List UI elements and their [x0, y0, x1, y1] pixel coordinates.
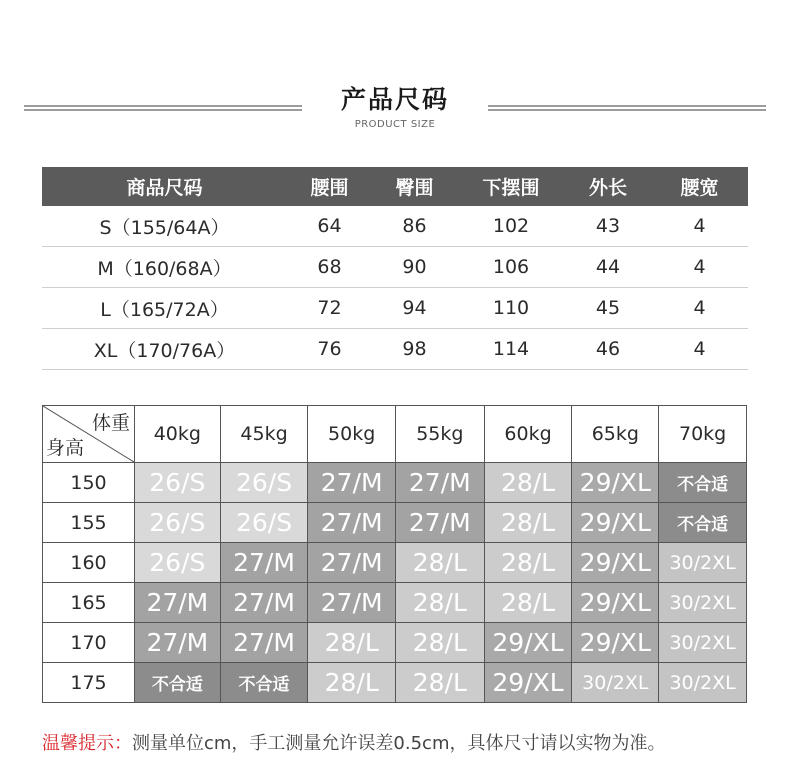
page-title: 产品尺码 [340, 85, 449, 114]
cell-hip: 86 [372, 206, 457, 247]
grid-cell: 27/M [135, 583, 221, 623]
cell-length: 46 [565, 329, 651, 370]
grid-cell: 26/S [135, 463, 221, 503]
height-header: 170 [43, 623, 135, 663]
cell-waistband: 4 [651, 288, 748, 329]
grid-cell: 29/XL [572, 503, 659, 543]
grid-cell: 28/L [484, 583, 572, 623]
grid-cell: 28/L [396, 623, 485, 663]
table-row [42, 329, 748, 370]
size-table [42, 167, 748, 370]
cell-size: XL（170/76A） [42, 329, 287, 370]
cell-waistband: 4 [651, 247, 748, 288]
corner-weight-label: 体重 [91, 412, 130, 434]
grid-cell: 28/L [484, 543, 572, 583]
grid-cell: 30/2XL [659, 623, 747, 663]
grid-row [43, 543, 747, 583]
header-waist: 腰围 [287, 167, 372, 206]
grid-corner [43, 406, 135, 463]
grid-cell: 不合适 [135, 663, 221, 703]
cell-length: 44 [565, 247, 651, 288]
grid-cell: 26/S [220, 463, 308, 503]
tip-text: 测量单位cm，手工测量允许误差0.5cm，具体尺寸请以实物为准。 [132, 733, 666, 754]
grid-cell: 27/M [135, 623, 221, 663]
grid-cell: 30/2XL [572, 663, 659, 703]
corner-height-label: 身高 [46, 437, 85, 459]
fit-grid [42, 405, 747, 703]
height-header: 175 [43, 663, 135, 703]
grid-cell: 27/M [308, 503, 396, 543]
grid-cell: 30/2XL [659, 543, 747, 583]
grid-cell: 28/L [484, 503, 572, 543]
grid-row [43, 623, 747, 663]
cell-waistband: 4 [651, 206, 748, 247]
grid-cell: 27/M [220, 583, 308, 623]
grid-cell: 27/M [220, 543, 308, 583]
weight-header: 45kg [220, 406, 308, 463]
grid-cell: 27/M [308, 583, 396, 623]
grid-cell: 28/L [396, 543, 485, 583]
size-table-header-row [42, 167, 748, 206]
cell-waist: 76 [287, 329, 372, 370]
grid-header-row [43, 406, 747, 463]
cell-hip: 94 [372, 288, 457, 329]
cell-length: 43 [565, 206, 651, 247]
cell-size: L（165/72A） [42, 288, 287, 329]
grid-row [43, 583, 747, 623]
cell-waist: 68 [287, 247, 372, 288]
cell-hem: 110 [457, 288, 565, 329]
grid-cell: 不合适 [659, 463, 747, 503]
header-size: 商品尺码 [42, 167, 287, 206]
grid-cell: 27/M [308, 543, 396, 583]
header-hip: 臀围 [372, 167, 457, 206]
grid-cell: 27/M [396, 503, 485, 543]
cell-hip: 98 [372, 329, 457, 370]
grid-cell: 29/XL [572, 623, 659, 663]
grid-cell: 28/L [308, 663, 396, 703]
weight-header: 70kg [659, 406, 747, 463]
cell-hem: 114 [457, 329, 565, 370]
weight-header: 60kg [484, 406, 572, 463]
grid-cell: 不合适 [220, 663, 308, 703]
cell-size: M（160/68A） [42, 247, 287, 288]
page-subtitle: PRODUCT SIZE [354, 119, 436, 130]
weight-header: 65kg [572, 406, 659, 463]
cell-hem: 106 [457, 247, 565, 288]
grid-cell: 29/XL [484, 663, 572, 703]
grid-cell: 27/M [396, 463, 485, 503]
table-row [42, 247, 748, 288]
weight-header: 40kg [135, 406, 221, 463]
tip-label: 温馨提示： [42, 733, 132, 754]
grid-cell: 27/M [308, 463, 396, 503]
grid-cell: 28/L [308, 623, 396, 663]
table-row [42, 206, 748, 247]
weight-header: 50kg [308, 406, 396, 463]
height-header: 160 [43, 543, 135, 583]
cell-size: S（155/64A） [42, 206, 287, 247]
grid-row [43, 663, 747, 703]
grid-row [43, 503, 747, 543]
grid-cell: 29/XL [572, 543, 659, 583]
tip-note [42, 729, 666, 755]
grid-cell: 26/S [135, 543, 221, 583]
grid-cell: 28/L [484, 463, 572, 503]
cell-hip: 90 [372, 247, 457, 288]
header-hem: 下摆围 [457, 167, 565, 206]
height-header: 165 [43, 583, 135, 623]
grid-cell: 28/L [396, 663, 485, 703]
grid-cell: 28/L [396, 583, 485, 623]
grid-cell: 30/2XL [659, 583, 747, 623]
grid-cell: 29/XL [572, 463, 659, 503]
grid-cell: 不合适 [659, 503, 747, 543]
grid-cell: 26/S [220, 503, 308, 543]
header-length: 外长 [565, 167, 651, 206]
grid-cell: 29/XL [484, 623, 572, 663]
cell-waist: 72 [287, 288, 372, 329]
cell-length: 45 [565, 288, 651, 329]
grid-cell: 26/S [135, 503, 221, 543]
grid-cell: 29/XL [572, 583, 659, 623]
height-header: 155 [43, 503, 135, 543]
grid-cell: 27/M [220, 623, 308, 663]
table-row [42, 288, 748, 329]
cell-hem: 102 [457, 206, 565, 247]
grid-cell: 30/2XL [659, 663, 747, 703]
grid-row [43, 463, 747, 503]
header-waistband: 腰宽 [651, 167, 748, 206]
cell-waist: 64 [287, 206, 372, 247]
height-header: 150 [43, 463, 135, 503]
cell-waistband: 4 [651, 329, 748, 370]
weight-header: 55kg [396, 406, 485, 463]
